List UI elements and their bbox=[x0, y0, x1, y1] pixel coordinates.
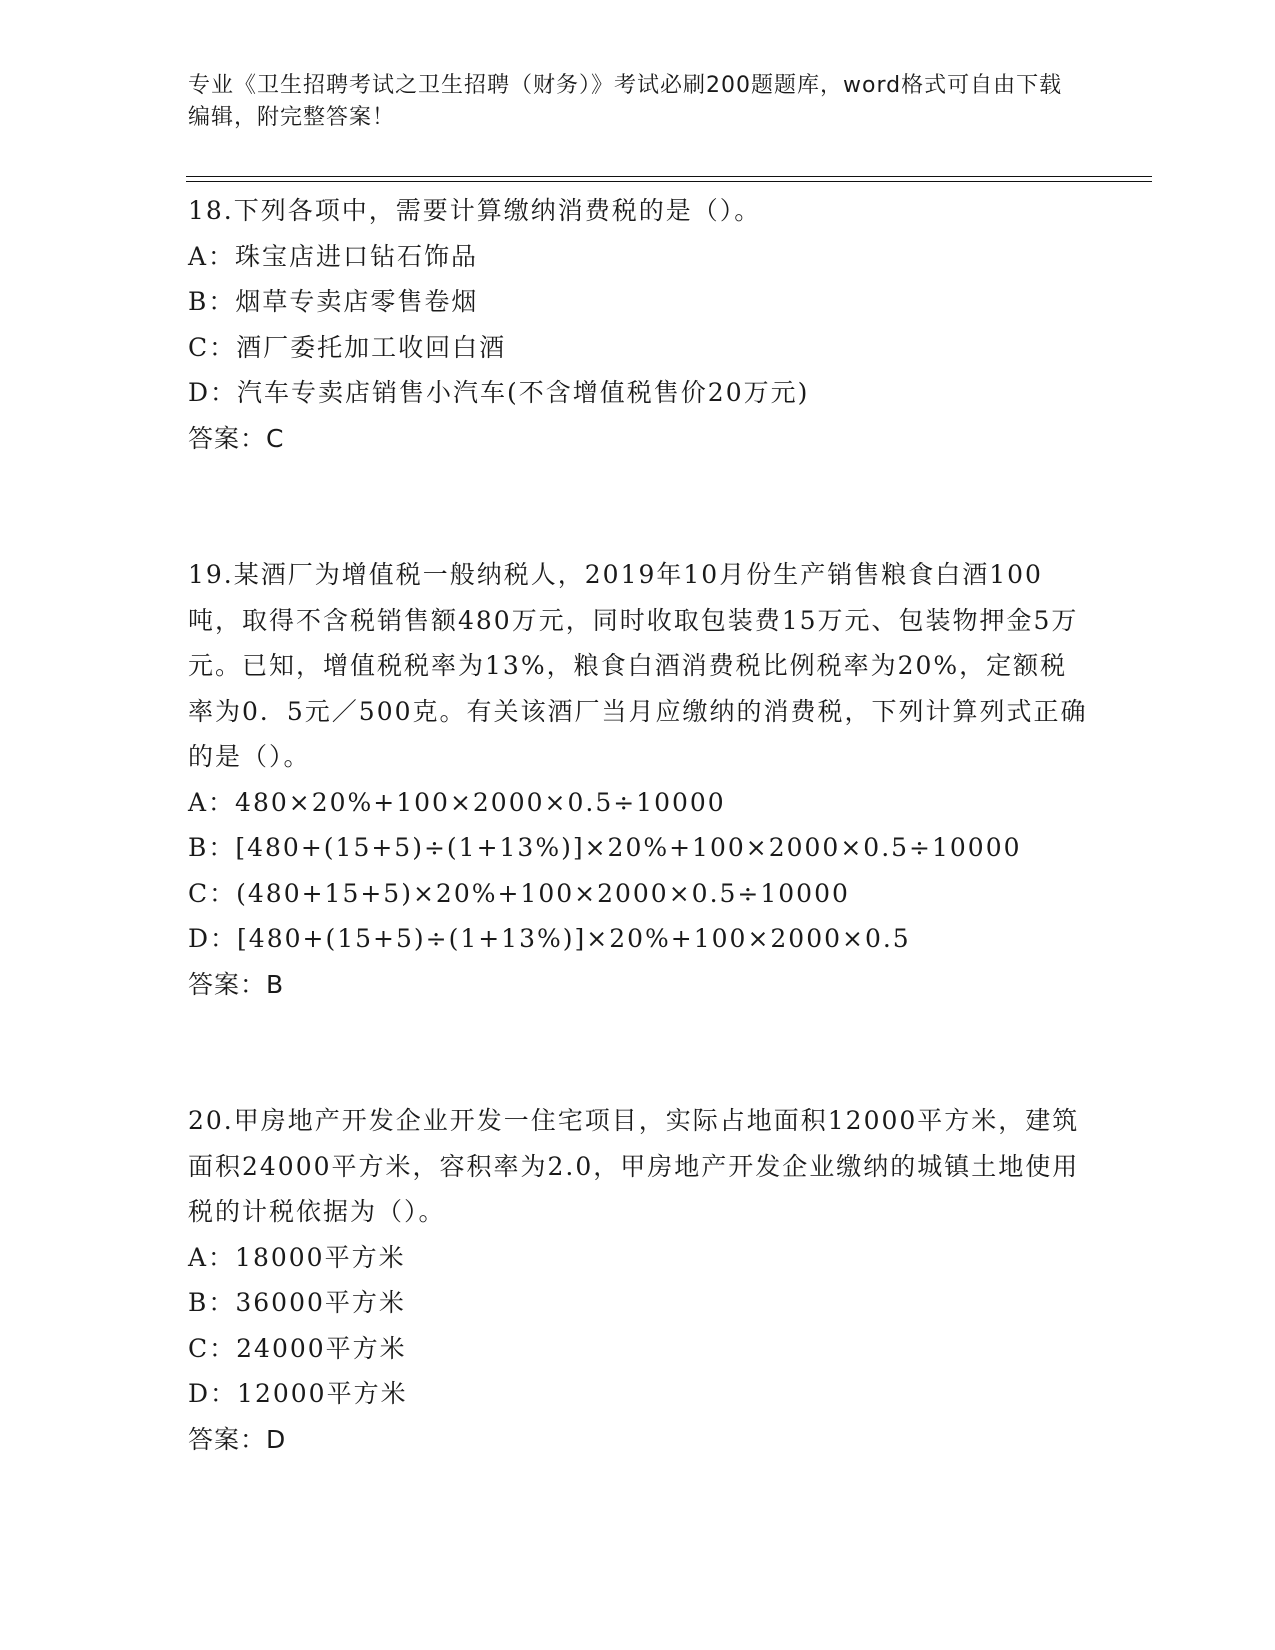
option-c: C：(480+15+5)×20%+100×2000×0.5÷10000 bbox=[188, 878, 850, 908]
header-rule-top bbox=[186, 176, 1152, 177]
option-d: D：[480+(15+5)÷(1+13%)]×20%+100×2000×0.5 bbox=[188, 924, 911, 953]
option-a: A：18000平方米 bbox=[188, 1242, 406, 1272]
answer: 答案：C bbox=[188, 423, 285, 453]
header-rule-bottom bbox=[186, 181, 1152, 182]
option-b: B：36000平方米 bbox=[188, 1288, 406, 1317]
option-c: C：酒厂委托加工收回白酒 bbox=[188, 332, 507, 362]
answer: 答案：D bbox=[188, 1424, 287, 1454]
question-20 bbox=[188, 1098, 1088, 1462]
answer: 答案：B bbox=[188, 969, 285, 999]
option-a: A：珠宝店进口钻石饰品 bbox=[188, 241, 479, 271]
option-b: B：烟草专卖店零售卷烟 bbox=[188, 287, 479, 316]
option-a: A：480×20%+100×2000×0.5÷10000 bbox=[188, 787, 726, 817]
question-19 bbox=[188, 552, 1088, 1007]
question-18 bbox=[188, 188, 1088, 461]
question-text: 19.某酒厂为增值税一般纳税人，2019年10月份生产销售粮食白酒100吨，取得不含税销售额480万元，同时收取包装费15万元、包装物押金5万元。已知，增值税税率为13%，粮食白酒消费税比例税率为20%，定额税率为0．5元／500克。有关该酒厂当月应缴纳的消费税，下列计算列式正确的是（）。 bbox=[188, 560, 1088, 771]
document-header: 专业《卫生招聘考试之卫生招聘（财务）》考试必刷200题题库，word格式可自由下载编辑，附完整答案！ bbox=[188, 73, 1063, 130]
questions-list bbox=[188, 188, 1088, 1553]
question-text: 18.下列各项中，需要计算缴纳消费税的是（）。 bbox=[188, 196, 762, 225]
option-c: C：24000平方米 bbox=[188, 1333, 407, 1363]
option-b: B：[480+(15+5)÷(1+13%)]×20%+100×2000×0.5÷10000 bbox=[188, 833, 1022, 862]
option-d: D：汽车专卖店销售小汽车(不含增值税售价20万元) bbox=[188, 378, 810, 407]
question-text: 20.甲房地产开发企业开发一住宅项目，实际占地面积12000平方米，建筑面积24000平方米，容积率为2.0，甲房地产开发企业缴纳的城镇土地使用税的计税依据为（）。 bbox=[188, 1106, 1080, 1226]
option-d: D：12000平方米 bbox=[188, 1379, 408, 1408]
